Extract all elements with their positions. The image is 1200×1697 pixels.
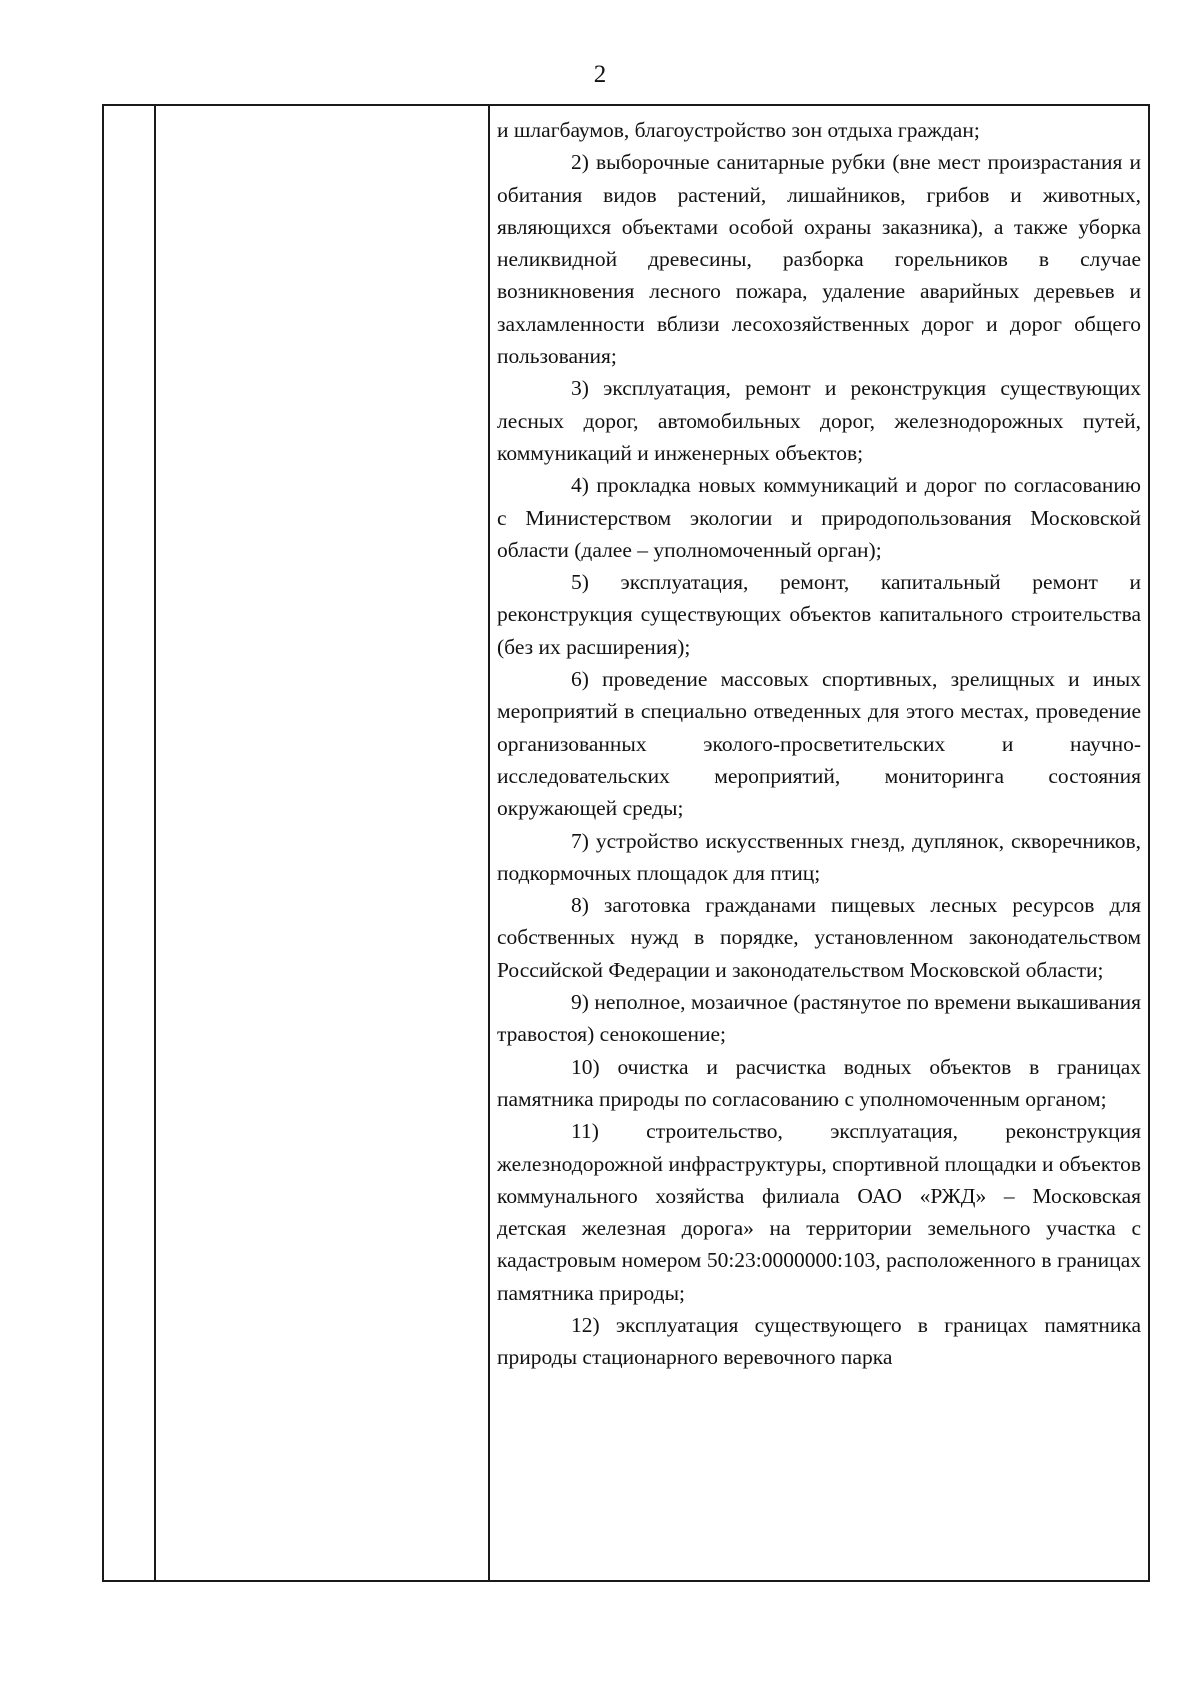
paragraph-continuation: и шлагбаумов, благоустройство зон отдыха граждан;: [497, 118, 980, 142]
paragraph-item-3: 3) эксплуатация, ремонт и реконструкция существующих лесных дорог, автомобильных дорог, железнодорожных путей, коммуникаций и инженерных объектов;: [497, 376, 1141, 465]
paragraph-item-6: 6) проведение массовых спортивных, зрелищных и иных мероприятий в специально отведенных для этого местах, проведение организованных эколого-просветительских и научно-исследовательских мероприятий, мониторинга состояния окружающей среды;: [497, 667, 1141, 821]
column-divider-2: [488, 106, 490, 1580]
column-divider-1: [154, 106, 156, 1580]
paragraph-item-7: 7) устройство искусственных гнезд, дуплянок, скворечников, подкормочных площадок для птиц;: [497, 828, 1141, 885]
document-table: [102, 104, 1150, 1582]
paragraph-item-8: 8) заготовка гражданами пищевых лесных ресурсов для собственных нужд в порядке, установленном законодательством Российской Федерации и законодательством Московской области;: [497, 893, 1141, 982]
paragraph-item-5: 5) эксплуатация, ремонт, капитальный ремонт и реконструкция существующих объектов капитального строительства (без их расширения);: [497, 570, 1141, 659]
paragraph-item-2: 2) выборочные санитарные рубки (вне мест произрастания и обитания видов растений, лишайников, грибов и животных, являющихся объектами особой охраны заказника), а также уборка неликвидной древесины, разборка горельников в случае возникновения лесного пожара, удаление аварийных деревьев и захламленности вблизи лесохозяйственных дорог и дорог общего пользования;: [497, 150, 1141, 369]
paragraph-item-12: 12) эксплуатация существующего в границах памятника природы стационарного веревочного парка: [497, 1312, 1141, 1370]
paragraph-item-10: 10) очистка и расчистка водных объектов в границах памятника природы по согласованию с уполномоченным органом;: [497, 1054, 1141, 1111]
page-number: 2: [593, 61, 607, 88]
table-cell-text: [497, 114, 1141, 1374]
paragraph-item-4: 4) прокладка новых коммуникаций и дорог по согласованию с Министерством экологии и природопользования Московской области (далее – уполномоченный орган);: [497, 473, 1141, 562]
paragraph-item-9: 9) неполное, мозаичное (растянутое по времени выкашивания травостоя) сенокошение;: [497, 990, 1141, 1047]
paragraph-item-11: 11) строительство, эксплуатация, реконструкция железнодорожной инфраструктуры, спортивной площадки и объектов коммунального хозяйства филиала ОАО «РЖД» – Московская детская железная дорога» на территории земельного участка с кадастровым номером 50:23:0000000:103, расположенного в границах памятника природы;: [497, 1119, 1141, 1305]
